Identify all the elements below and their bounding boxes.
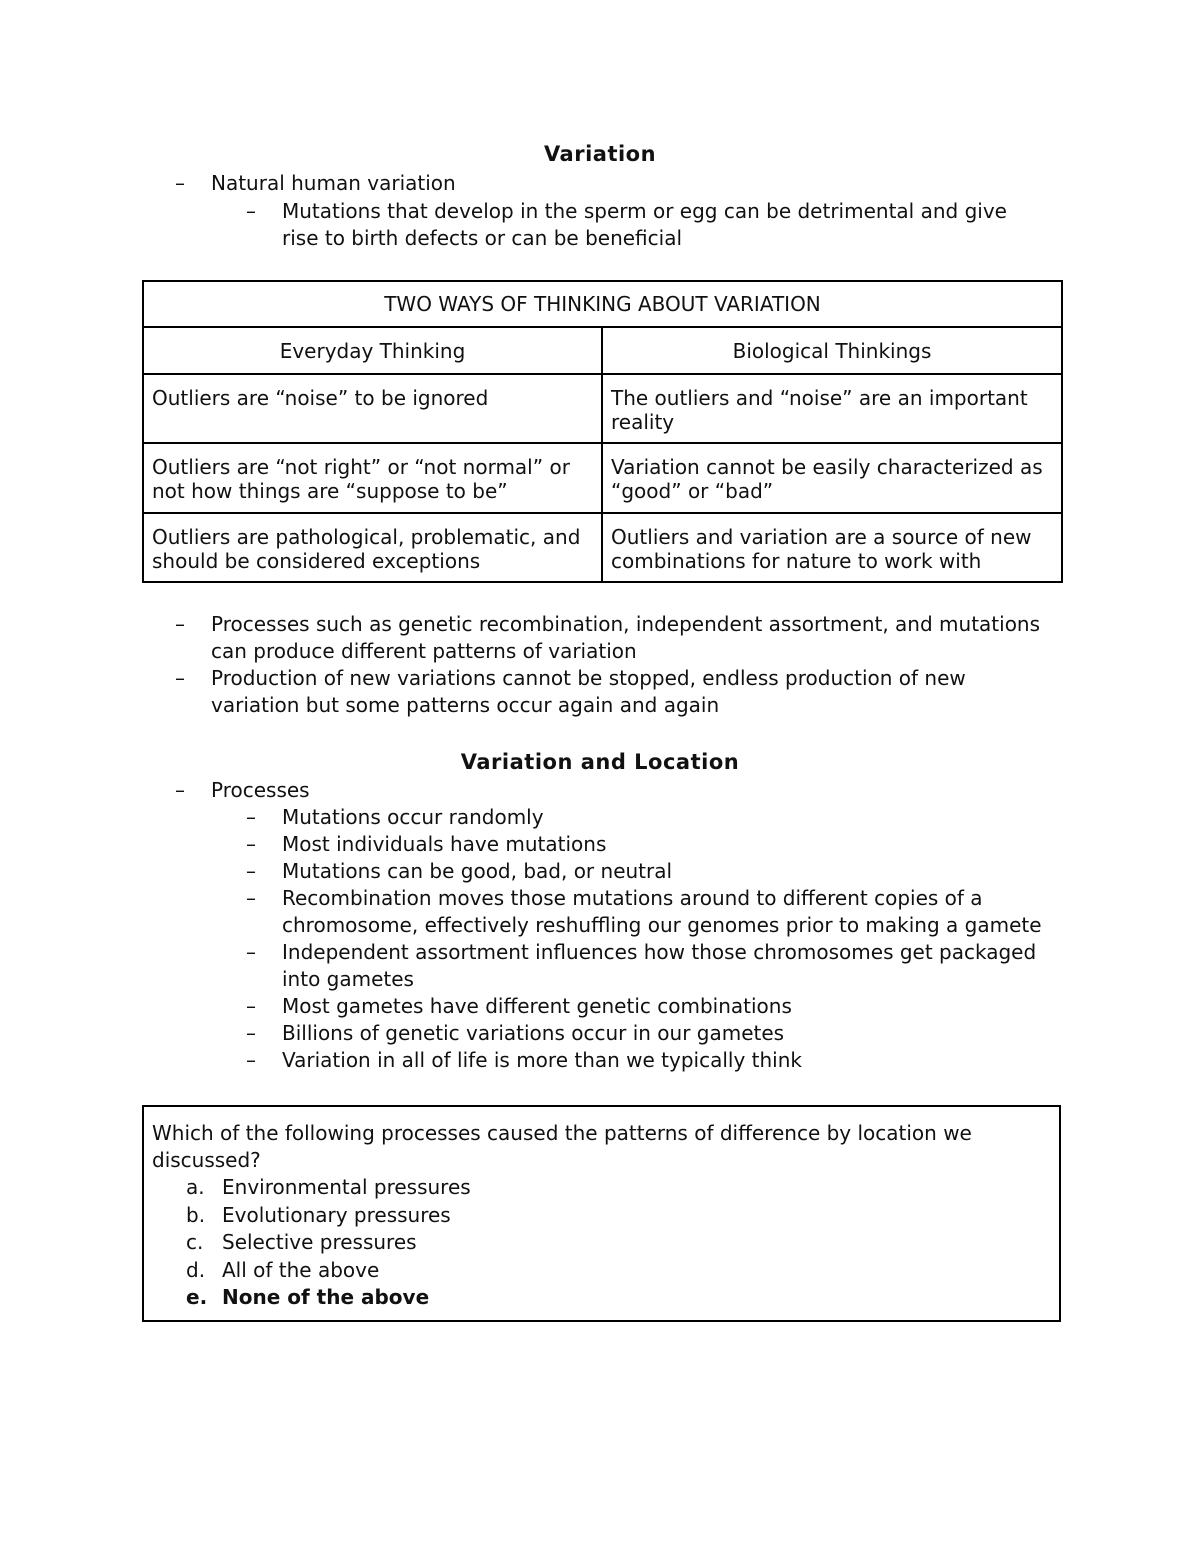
section-title-variation-location: Variation and Location — [460, 750, 740, 774]
table-cell: Variation cannot be easily characterized as “good” or “bad” — [602, 443, 1062, 513]
dash-bullet-icon: – — [246, 805, 256, 829]
dash-bullet-icon: – — [246, 859, 256, 883]
dash-bullet-icon: – — [246, 199, 256, 223]
table-row — [143, 513, 1062, 582]
section-title-variation: Variation — [543, 142, 657, 166]
list-item: – Processes — [175, 778, 310, 802]
list-item: – Production of new variations cannot be stopped, endless production of new variation but some patterns occur again and again — [175, 666, 966, 717]
list-item: – Processes such as genetic recombination, independent assortment, and mutations can produce different patterns of variation — [175, 612, 1041, 663]
dash-bullet-icon: – — [246, 940, 256, 964]
dash-bullet-icon: – — [246, 1021, 256, 1045]
table-row — [143, 374, 1062, 443]
list-item: – Most gametes have different genetic combinations — [246, 994, 792, 1018]
list-item: – Natural human variation — [175, 171, 456, 195]
dash-bullet-icon: – — [175, 778, 185, 802]
quiz-option-b: b. Evolutionary pressures — [186, 1202, 451, 1227]
quiz-option-e: e. None of the above — [186, 1285, 430, 1309]
quiz-box — [142, 1105, 1061, 1322]
table-cell: Outliers are “not right” or “not normal” or not how things are “suppose to be” — [143, 443, 602, 513]
dash-bullet-icon: – — [246, 832, 256, 856]
list-item: – Independent assortment influences how those chromosomes get packaged into gametes — [246, 940, 1037, 991]
variation-sublist — [246, 198, 1042, 252]
dash-bullet-icon: – — [175, 171, 185, 195]
list-item: – Billions of genetic variations occur in our gametes — [246, 1021, 785, 1045]
list-item: – Mutations occur randomly — [246, 805, 544, 829]
dash-bullet-icon: – — [246, 886, 256, 910]
table-cell: Outliers and variation are a source of new combinations for nature to work with — [602, 513, 1062, 582]
dash-bullet-icon: – — [175, 612, 185, 636]
list-item: – Mutations that develop in the sperm or egg can be detrimental and give rise to birth defects or can be beneficial — [246, 199, 1007, 250]
quiz-options — [186, 1174, 471, 1312]
quiz-option-d: d. All of the above — [186, 1257, 380, 1282]
column-header-biological: Biological Thinkings — [602, 327, 1062, 374]
location-list — [175, 777, 1061, 804]
list-item: – Most individuals have mutations — [246, 832, 607, 856]
table-header: TWO WAYS OF THINKING ABOUT VARIATION — [143, 281, 1062, 327]
table-row — [143, 443, 1062, 513]
column-header-everyday: Everyday Thinking — [143, 327, 602, 374]
list-item: – Variation in all of life is more than we typically think — [246, 1048, 802, 1072]
processes-list — [175, 611, 1051, 719]
quiz-question: Which of the following processes caused the patterns of difference by location we discussed? — [152, 1121, 972, 1172]
dash-bullet-icon: – — [175, 666, 185, 690]
location-sublist — [246, 804, 1052, 1074]
table-cell: Outliers are pathological, problematic, and should be considered exceptions — [143, 513, 602, 582]
variation-list — [175, 170, 1061, 197]
list-item: – Recombination moves those mutations around to different copies of a chromosome, effectively reshuffling our genomes prior to making a gamete — [246, 886, 1042, 937]
quiz-option-c: c. Selective pressures — [186, 1230, 417, 1254]
list-item: – Mutations can be good, bad, or neutral — [246, 859, 673, 883]
table-cell: The outliers and “noise” are an important reality — [602, 374, 1062, 443]
quiz-option-a: a. Environmental pressures — [186, 1175, 471, 1199]
variation-thinking-table — [142, 280, 1063, 583]
dash-bullet-icon: – — [246, 994, 256, 1018]
table-cell: Outliers are “noise” to be ignored — [143, 374, 602, 443]
dash-bullet-icon: – — [246, 1048, 256, 1072]
